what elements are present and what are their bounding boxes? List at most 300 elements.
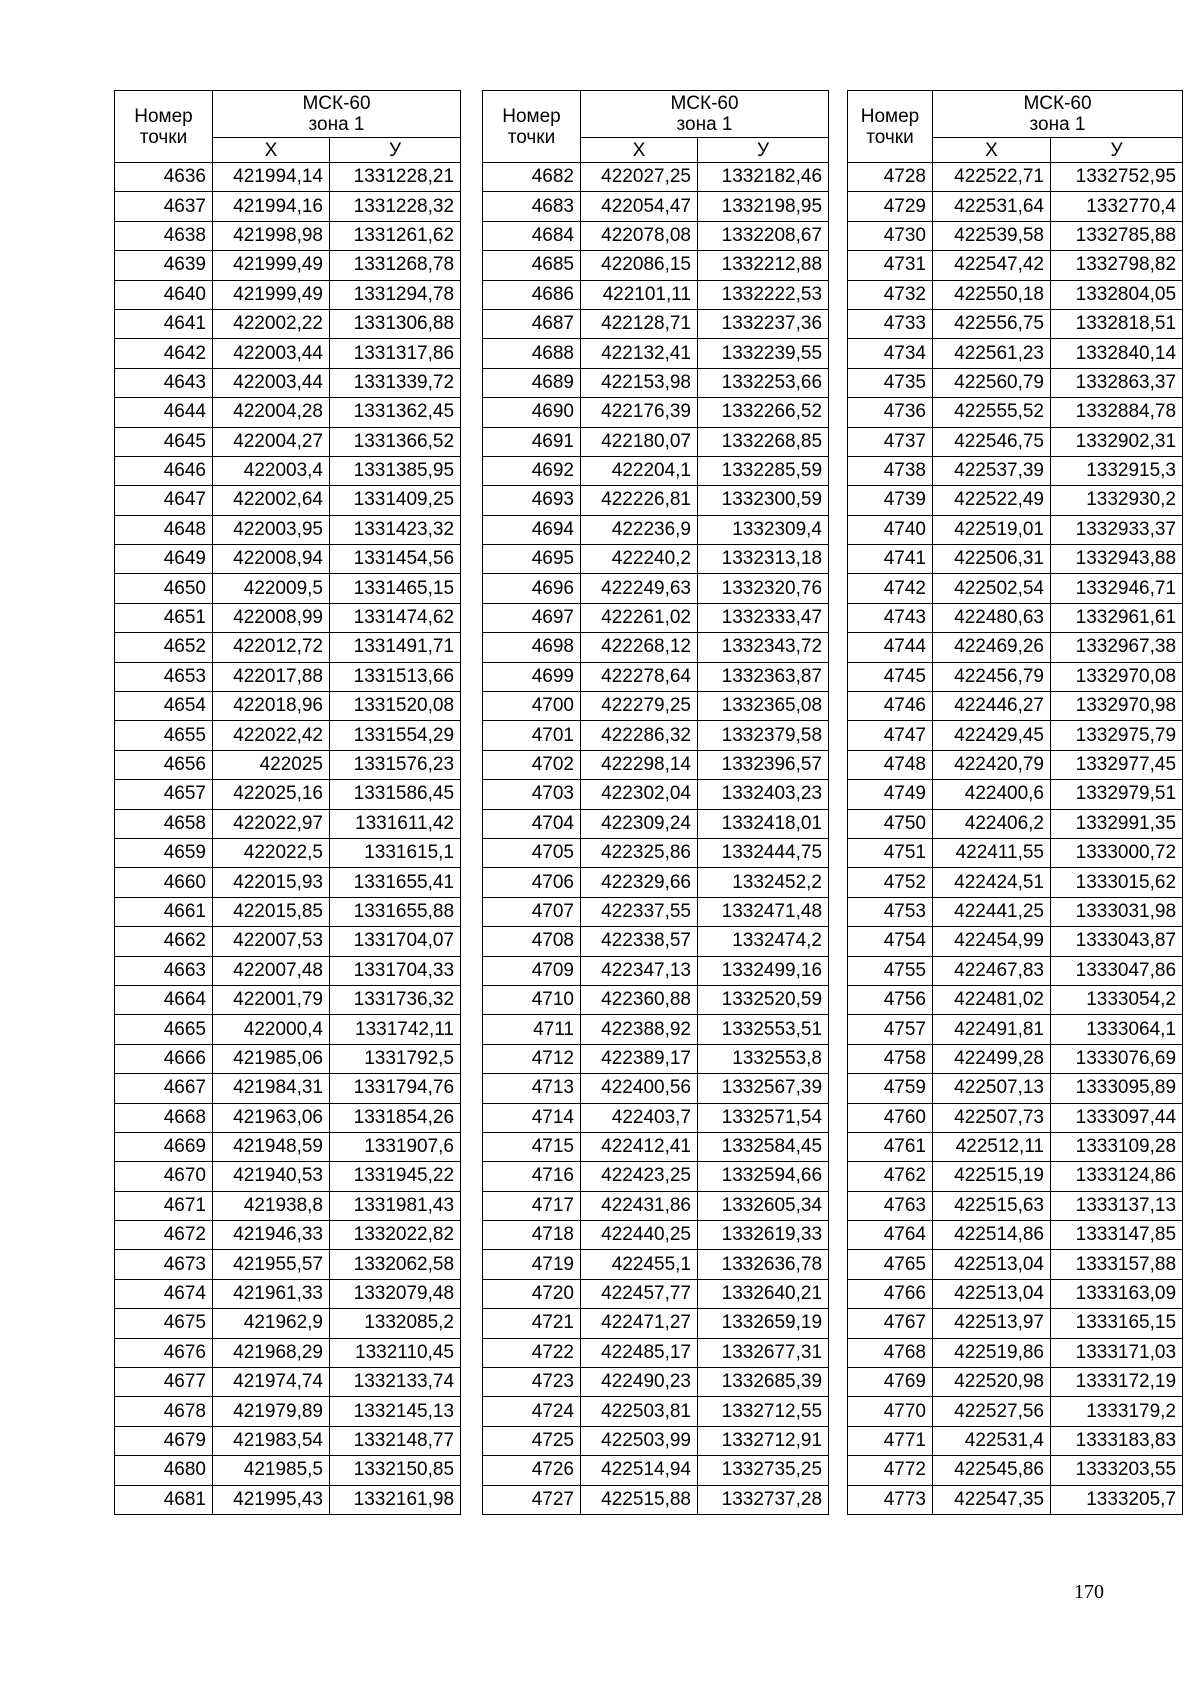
point-number-cell: 4679 bbox=[115, 1426, 213, 1455]
table-row bbox=[483, 721, 829, 750]
x-coordinate-cell: 422513,04 bbox=[933, 1250, 1051, 1279]
x-coordinate-cell: 422015,93 bbox=[213, 868, 330, 897]
table-row bbox=[483, 192, 829, 221]
table-row bbox=[848, 692, 1183, 721]
y-coordinate-cell: 1332571,54 bbox=[698, 1103, 829, 1132]
x-coordinate-cell: 421955,57 bbox=[213, 1250, 330, 1279]
point-number-cell: 4646 bbox=[115, 456, 213, 485]
point-number-cell: 4650 bbox=[115, 574, 213, 603]
y-coordinate-cell: 1331317,86 bbox=[330, 339, 461, 368]
table-row bbox=[115, 339, 461, 368]
table-row bbox=[483, 221, 829, 250]
point-number-cell: 4690 bbox=[483, 398, 581, 427]
table-row bbox=[848, 868, 1183, 897]
table-row bbox=[115, 1132, 461, 1161]
x-coordinate-cell: 422389,17 bbox=[581, 1044, 698, 1073]
point-number-cell: 4737 bbox=[848, 427, 933, 456]
y-coordinate-cell: 1332145,13 bbox=[330, 1397, 461, 1426]
x-coordinate-cell: 422298,14 bbox=[581, 750, 698, 779]
y-coordinate-cell: 1333179,2 bbox=[1051, 1397, 1183, 1426]
table-row bbox=[848, 1368, 1183, 1397]
y-coordinate-cell: 1332735,25 bbox=[698, 1456, 829, 1485]
table-row bbox=[483, 1368, 829, 1397]
y-coordinate-cell: 1332567,39 bbox=[698, 1074, 829, 1103]
x-coordinate-cell: 422507,73 bbox=[933, 1103, 1051, 1132]
x-coordinate-cell: 422025 bbox=[213, 750, 330, 779]
point-number-cell: 4724 bbox=[483, 1397, 581, 1426]
point-number-cell: 4725 bbox=[483, 1426, 581, 1455]
table-row bbox=[483, 1044, 829, 1073]
x-coordinate-cell: 422561,23 bbox=[933, 339, 1051, 368]
x-coordinate-cell: 421985,5 bbox=[213, 1456, 330, 1485]
page-number: 170 bbox=[1074, 1581, 1104, 1603]
point-number-cell: 4660 bbox=[115, 868, 213, 897]
x-coordinate-cell: 421995,43 bbox=[213, 1485, 330, 1514]
table-row bbox=[483, 1456, 829, 1485]
y-coordinate-cell: 1333064,1 bbox=[1051, 1015, 1183, 1044]
x-coordinate-cell: 422513,04 bbox=[933, 1279, 1051, 1308]
y-column-header: У bbox=[698, 138, 829, 163]
table-row bbox=[115, 1426, 461, 1455]
table-row bbox=[483, 486, 829, 515]
x-coordinate-cell: 422008,94 bbox=[213, 545, 330, 574]
point-number-cell: 4713 bbox=[483, 1074, 581, 1103]
x-coordinate-cell: 422431,86 bbox=[581, 1191, 698, 1220]
y-coordinate-cell: 1332840,14 bbox=[1051, 339, 1183, 368]
table-row bbox=[483, 427, 829, 456]
x-coordinate-cell: 422539,58 bbox=[933, 221, 1051, 250]
x-coordinate-cell: 422015,85 bbox=[213, 897, 330, 926]
y-coordinate-cell: 1331704,07 bbox=[330, 927, 461, 956]
x-coordinate-cell: 422400,56 bbox=[581, 1074, 698, 1103]
x-coordinate-cell: 422424,51 bbox=[933, 868, 1051, 897]
table-row bbox=[115, 692, 461, 721]
point-number-cell: 4773 bbox=[848, 1485, 933, 1514]
table-row bbox=[848, 309, 1183, 338]
table-row bbox=[115, 486, 461, 515]
y-coordinate-cell: 1333183,83 bbox=[1051, 1426, 1183, 1455]
y-coordinate-cell: 1331520,08 bbox=[330, 692, 461, 721]
x-coordinate-cell: 422457,77 bbox=[581, 1279, 698, 1308]
table-row bbox=[115, 515, 461, 544]
x-coordinate-cell: 422471,27 bbox=[581, 1309, 698, 1338]
x-coordinate-cell: 422078,08 bbox=[581, 221, 698, 250]
point-number-cell: 4669 bbox=[115, 1132, 213, 1161]
table-row bbox=[483, 574, 829, 603]
table-row bbox=[483, 1162, 829, 1191]
x-coordinate-cell: 421994,16 bbox=[213, 192, 330, 221]
x-coordinate-cell: 422454,99 bbox=[933, 927, 1051, 956]
y-coordinate-cell: 1331704,33 bbox=[330, 956, 461, 985]
y-coordinate-cell: 1332309,4 bbox=[698, 515, 829, 544]
point-number-cell: 4748 bbox=[848, 750, 933, 779]
y-coordinate-cell: 1332970,98 bbox=[1051, 692, 1183, 721]
y-coordinate-cell: 1332970,08 bbox=[1051, 662, 1183, 691]
point-number-cell: 4768 bbox=[848, 1338, 933, 1367]
y-coordinate-cell: 1332208,67 bbox=[698, 221, 829, 250]
point-number-cell: 4767 bbox=[848, 1309, 933, 1338]
table-row bbox=[483, 809, 829, 838]
y-coordinate-cell: 1332396,57 bbox=[698, 750, 829, 779]
point-number-cell: 4697 bbox=[483, 603, 581, 632]
point-number-cell: 4677 bbox=[115, 1368, 213, 1397]
x-coordinate-cell: 422522,71 bbox=[933, 163, 1051, 192]
y-coordinate-cell: 1333124,86 bbox=[1051, 1162, 1183, 1191]
x-coordinate-cell: 422309,24 bbox=[581, 809, 698, 838]
table-row bbox=[115, 1162, 461, 1191]
y-coordinate-cell: 1332946,71 bbox=[1051, 574, 1183, 603]
x-coordinate-cell: 422546,75 bbox=[933, 427, 1051, 456]
y-coordinate-cell: 1333171,03 bbox=[1051, 1338, 1183, 1367]
x-coordinate-cell: 422003,44 bbox=[213, 339, 330, 368]
point-number-cell: 4686 bbox=[483, 280, 581, 309]
y-coordinate-cell: 1331586,45 bbox=[330, 780, 461, 809]
point-number-cell: 4637 bbox=[115, 192, 213, 221]
point-number-cell: 4759 bbox=[848, 1074, 933, 1103]
table-row bbox=[115, 1279, 461, 1308]
y-coordinate-cell: 1331513,66 bbox=[330, 662, 461, 691]
table-row bbox=[848, 1074, 1183, 1103]
y-coordinate-cell: 1332977,45 bbox=[1051, 750, 1183, 779]
x-coordinate-cell: 422338,57 bbox=[581, 927, 698, 956]
table-row bbox=[483, 927, 829, 956]
point-number-cell: 4772 bbox=[848, 1456, 933, 1485]
y-coordinate-cell: 1332863,37 bbox=[1051, 368, 1183, 397]
point-number-cell: 4638 bbox=[115, 221, 213, 250]
table-row bbox=[483, 603, 829, 632]
table-row bbox=[848, 1221, 1183, 1250]
y-coordinate-cell: 1331981,43 bbox=[330, 1191, 461, 1220]
table-row bbox=[115, 1485, 461, 1514]
point-number-cell: 4741 bbox=[848, 545, 933, 574]
point-number-cell: 4639 bbox=[115, 251, 213, 280]
point-number-cell: 4703 bbox=[483, 780, 581, 809]
point-number-cell: 4658 bbox=[115, 809, 213, 838]
table-row bbox=[848, 927, 1183, 956]
table-row bbox=[115, 1221, 461, 1250]
y-coordinate-cell: 1331366,52 bbox=[330, 427, 461, 456]
point-number-cell: 4756 bbox=[848, 985, 933, 1014]
x-coordinate-cell: 422420,79 bbox=[933, 750, 1051, 779]
table-row bbox=[115, 192, 461, 221]
y-column-header: У bbox=[330, 138, 461, 163]
table-row bbox=[483, 868, 829, 897]
table-row bbox=[483, 838, 829, 867]
y-coordinate-cell: 1331554,29 bbox=[330, 721, 461, 750]
y-coordinate-cell: 1332961,61 bbox=[1051, 603, 1183, 632]
table-row bbox=[115, 398, 461, 427]
table-row bbox=[483, 280, 829, 309]
x-coordinate-cell: 421999,49 bbox=[213, 251, 330, 280]
y-coordinate-cell: 1332991,35 bbox=[1051, 809, 1183, 838]
table-row bbox=[115, 1015, 461, 1044]
y-coordinate-cell: 1332266,52 bbox=[698, 398, 829, 427]
y-coordinate-cell: 1332182,46 bbox=[698, 163, 829, 192]
y-coordinate-cell: 1331294,78 bbox=[330, 280, 461, 309]
point-number-cell: 4674 bbox=[115, 1279, 213, 1308]
y-coordinate-cell: 1331268,78 bbox=[330, 251, 461, 280]
point-number-cell: 4662 bbox=[115, 927, 213, 956]
point-number-cell: 4769 bbox=[848, 1368, 933, 1397]
table-row bbox=[115, 427, 461, 456]
point-number-cell: 4751 bbox=[848, 838, 933, 867]
x-coordinate-cell: 422550,18 bbox=[933, 280, 1051, 309]
point-number-cell: 4717 bbox=[483, 1191, 581, 1220]
y-coordinate-cell: 1331576,23 bbox=[330, 750, 461, 779]
y-coordinate-cell: 1332712,91 bbox=[698, 1426, 829, 1455]
point-number-cell: 4722 bbox=[483, 1338, 581, 1367]
y-coordinate-cell: 1332268,85 bbox=[698, 427, 829, 456]
point-number-cell: 4718 bbox=[483, 1221, 581, 1250]
point-number-cell: 4654 bbox=[115, 692, 213, 721]
table-row bbox=[848, 1162, 1183, 1191]
y-coordinate-cell: 1333043,87 bbox=[1051, 927, 1183, 956]
x-column-header: X bbox=[933, 138, 1051, 163]
point-number-cell: 4692 bbox=[483, 456, 581, 485]
x-coordinate-cell: 422012,72 bbox=[213, 633, 330, 662]
point-number-cell: 4673 bbox=[115, 1250, 213, 1279]
point-number-header: Номер точки bbox=[115, 91, 213, 163]
x-coordinate-cell: 422176,39 bbox=[581, 398, 698, 427]
y-coordinate-cell: 1332636,78 bbox=[698, 1250, 829, 1279]
x-coordinate-cell: 422507,13 bbox=[933, 1074, 1051, 1103]
y-coordinate-cell: 1332943,88 bbox=[1051, 545, 1183, 574]
table-row bbox=[115, 163, 461, 192]
x-coordinate-cell: 422261,02 bbox=[581, 603, 698, 632]
x-coordinate-cell: 421946,33 bbox=[213, 1221, 330, 1250]
table-row bbox=[483, 456, 829, 485]
y-coordinate-cell: 1332594,66 bbox=[698, 1162, 829, 1191]
y-coordinate-cell: 1332785,88 bbox=[1051, 221, 1183, 250]
x-coordinate-cell: 422547,42 bbox=[933, 251, 1051, 280]
y-coordinate-cell: 1332818,51 bbox=[1051, 309, 1183, 338]
point-number-cell: 4691 bbox=[483, 427, 581, 456]
point-number-cell: 4705 bbox=[483, 838, 581, 867]
x-coordinate-cell: 422514,86 bbox=[933, 1221, 1051, 1250]
x-coordinate-cell: 422490,23 bbox=[581, 1368, 698, 1397]
table-row bbox=[115, 280, 461, 309]
table-row bbox=[483, 1015, 829, 1044]
x-coordinate-cell: 422446,27 bbox=[933, 692, 1051, 721]
table-row bbox=[483, 897, 829, 926]
x-coordinate-cell: 421948,59 bbox=[213, 1132, 330, 1161]
x-coordinate-cell: 422515,19 bbox=[933, 1162, 1051, 1191]
point-number-cell: 4734 bbox=[848, 339, 933, 368]
table-row bbox=[483, 1191, 829, 1220]
y-coordinate-cell: 1332300,59 bbox=[698, 486, 829, 515]
table-row bbox=[115, 927, 461, 956]
y-coordinate-cell: 1333137,13 bbox=[1051, 1191, 1183, 1220]
table-row bbox=[848, 1485, 1183, 1514]
point-number-cell: 4666 bbox=[115, 1044, 213, 1073]
table-row bbox=[483, 985, 829, 1014]
point-number-cell: 4706 bbox=[483, 868, 581, 897]
table-row bbox=[848, 515, 1183, 544]
table-row bbox=[483, 1250, 829, 1279]
x-coordinate-cell: 422022,5 bbox=[213, 838, 330, 867]
point-number-cell: 4771 bbox=[848, 1426, 933, 1455]
y-coordinate-cell: 1331409,25 bbox=[330, 486, 461, 515]
x-coordinate-cell: 422226,81 bbox=[581, 486, 698, 515]
x-coordinate-cell: 422278,64 bbox=[581, 662, 698, 691]
table-row bbox=[848, 1191, 1183, 1220]
table-row bbox=[115, 1044, 461, 1073]
point-number-cell: 4743 bbox=[848, 603, 933, 632]
y-coordinate-cell: 1332285,59 bbox=[698, 456, 829, 485]
y-coordinate-cell: 1332148,77 bbox=[330, 1426, 461, 1455]
point-number-cell: 4671 bbox=[115, 1191, 213, 1220]
point-number-cell: 4730 bbox=[848, 221, 933, 250]
x-coordinate-cell: 422400,6 bbox=[933, 780, 1051, 809]
x-coordinate-cell: 422302,04 bbox=[581, 780, 698, 809]
table-row bbox=[115, 633, 461, 662]
x-coordinate-cell: 422512,11 bbox=[933, 1132, 1051, 1161]
point-number-cell: 4681 bbox=[115, 1485, 213, 1514]
point-number-cell: 4736 bbox=[848, 398, 933, 427]
x-coordinate-cell: 422128,71 bbox=[581, 309, 698, 338]
x-coordinate-cell: 422537,39 bbox=[933, 456, 1051, 485]
x-coordinate-cell: 421998,98 bbox=[213, 221, 330, 250]
table-row bbox=[848, 545, 1183, 574]
x-coordinate-cell: 422491,81 bbox=[933, 1015, 1051, 1044]
x-coordinate-cell: 422503,81 bbox=[581, 1397, 698, 1426]
y-coordinate-cell: 1331423,32 bbox=[330, 515, 461, 544]
x-column-header: X bbox=[581, 138, 698, 163]
x-coordinate-cell: 422337,55 bbox=[581, 897, 698, 926]
point-number-cell: 4745 bbox=[848, 662, 933, 691]
y-coordinate-cell: 1331907,6 bbox=[330, 1132, 461, 1161]
x-column-header: X bbox=[213, 138, 330, 163]
table-row bbox=[483, 309, 829, 338]
point-number-cell: 4663 bbox=[115, 956, 213, 985]
x-coordinate-cell: 422556,75 bbox=[933, 309, 1051, 338]
point-number-cell: 4675 bbox=[115, 1309, 213, 1338]
y-coordinate-cell: 1332752,95 bbox=[1051, 163, 1183, 192]
point-number-cell: 4652 bbox=[115, 633, 213, 662]
y-coordinate-cell: 1331228,21 bbox=[330, 163, 461, 192]
x-coordinate-cell: 422429,45 bbox=[933, 721, 1051, 750]
table-row bbox=[115, 1074, 461, 1103]
x-coordinate-cell: 422513,97 bbox=[933, 1309, 1051, 1338]
x-coordinate-cell: 422406,2 bbox=[933, 809, 1051, 838]
x-coordinate-cell: 422403,7 bbox=[581, 1103, 698, 1132]
point-number-cell: 4729 bbox=[848, 192, 933, 221]
table-row bbox=[848, 809, 1183, 838]
y-coordinate-cell: 1331491,71 bbox=[330, 633, 461, 662]
y-coordinate-cell: 1332022,82 bbox=[330, 1221, 461, 1250]
x-coordinate-cell: 422204,1 bbox=[581, 456, 698, 485]
x-coordinate-cell: 422268,12 bbox=[581, 633, 698, 662]
y-coordinate-cell: 1332737,28 bbox=[698, 1485, 829, 1514]
point-number-cell: 4696 bbox=[483, 574, 581, 603]
y-coordinate-cell: 1332253,66 bbox=[698, 368, 829, 397]
point-number-cell: 4659 bbox=[115, 838, 213, 867]
y-coordinate-cell: 1331611,42 bbox=[330, 809, 461, 838]
x-coordinate-cell: 421961,33 bbox=[213, 1279, 330, 1308]
table-row bbox=[848, 486, 1183, 515]
y-coordinate-cell: 1331854,26 bbox=[330, 1103, 461, 1132]
y-coordinate-cell: 1331655,88 bbox=[330, 897, 461, 926]
y-coordinate-cell: 1332605,34 bbox=[698, 1191, 829, 1220]
y-coordinate-cell: 1332967,38 bbox=[1051, 633, 1183, 662]
table-row bbox=[848, 192, 1183, 221]
point-number-cell: 4688 bbox=[483, 339, 581, 368]
table-row bbox=[115, 1368, 461, 1397]
table-row bbox=[483, 1485, 829, 1514]
x-coordinate-cell: 422329,66 bbox=[581, 868, 698, 897]
point-number-cell: 4682 bbox=[483, 163, 581, 192]
x-coordinate-cell: 422388,92 bbox=[581, 1015, 698, 1044]
table-row bbox=[115, 456, 461, 485]
x-coordinate-cell: 422519,86 bbox=[933, 1338, 1051, 1367]
point-number-cell: 4668 bbox=[115, 1103, 213, 1132]
table-row bbox=[115, 750, 461, 779]
x-coordinate-cell: 422003,4 bbox=[213, 456, 330, 485]
x-coordinate-cell: 422027,25 bbox=[581, 163, 698, 192]
table-row bbox=[848, 838, 1183, 867]
x-coordinate-cell: 422527,56 bbox=[933, 1397, 1051, 1426]
point-number-cell: 4698 bbox=[483, 633, 581, 662]
point-number-cell: 4728 bbox=[848, 163, 933, 192]
table-row bbox=[848, 1103, 1183, 1132]
point-number-cell: 4770 bbox=[848, 1397, 933, 1426]
x-coordinate-cell: 422325,86 bbox=[581, 838, 698, 867]
y-coordinate-cell: 1332933,37 bbox=[1051, 515, 1183, 544]
table-body bbox=[848, 163, 1183, 1515]
y-coordinate-cell: 1332079,48 bbox=[330, 1279, 461, 1308]
x-coordinate-cell: 422008,99 bbox=[213, 603, 330, 632]
point-number-cell: 4744 bbox=[848, 633, 933, 662]
x-coordinate-cell: 422456,79 bbox=[933, 662, 1051, 691]
table-row bbox=[848, 1309, 1183, 1338]
y-coordinate-cell: 1332804,05 bbox=[1051, 280, 1183, 309]
table-row bbox=[483, 1309, 829, 1338]
x-coordinate-cell: 422506,31 bbox=[933, 545, 1051, 574]
table-row bbox=[483, 1397, 829, 1426]
x-coordinate-cell: 422520,98 bbox=[933, 1368, 1051, 1397]
table-row bbox=[483, 692, 829, 721]
y-coordinate-cell: 1331465,15 bbox=[330, 574, 461, 603]
x-coordinate-cell: 422279,25 bbox=[581, 692, 698, 721]
point-number-cell: 4707 bbox=[483, 897, 581, 926]
table-row bbox=[115, 985, 461, 1014]
table-row bbox=[483, 163, 829, 192]
y-coordinate-cell: 1332161,98 bbox=[330, 1485, 461, 1514]
x-coordinate-cell: 422003,44 bbox=[213, 368, 330, 397]
table-row bbox=[848, 1338, 1183, 1367]
point-number-cell: 4760 bbox=[848, 1103, 933, 1132]
x-coordinate-cell: 422441,25 bbox=[933, 897, 1051, 926]
point-number-cell: 4726 bbox=[483, 1456, 581, 1485]
table-row bbox=[115, 897, 461, 926]
y-coordinate-cell: 1333157,88 bbox=[1051, 1250, 1183, 1279]
point-number-cell: 4750 bbox=[848, 809, 933, 838]
x-coordinate-cell: 422423,25 bbox=[581, 1162, 698, 1191]
point-number-cell: 4670 bbox=[115, 1162, 213, 1191]
table-row bbox=[115, 1103, 461, 1132]
point-number-cell: 4742 bbox=[848, 574, 933, 603]
table-row bbox=[848, 633, 1183, 662]
table-row bbox=[115, 1191, 461, 1220]
y-coordinate-cell: 1331945,22 bbox=[330, 1162, 461, 1191]
y-coordinate-cell: 1331306,88 bbox=[330, 309, 461, 338]
point-number-cell: 4702 bbox=[483, 750, 581, 779]
point-number-cell: 4642 bbox=[115, 339, 213, 368]
y-coordinate-cell: 1332520,59 bbox=[698, 985, 829, 1014]
x-coordinate-cell: 422360,88 bbox=[581, 985, 698, 1014]
point-number-cell: 4689 bbox=[483, 368, 581, 397]
point-number-cell: 4723 bbox=[483, 1368, 581, 1397]
